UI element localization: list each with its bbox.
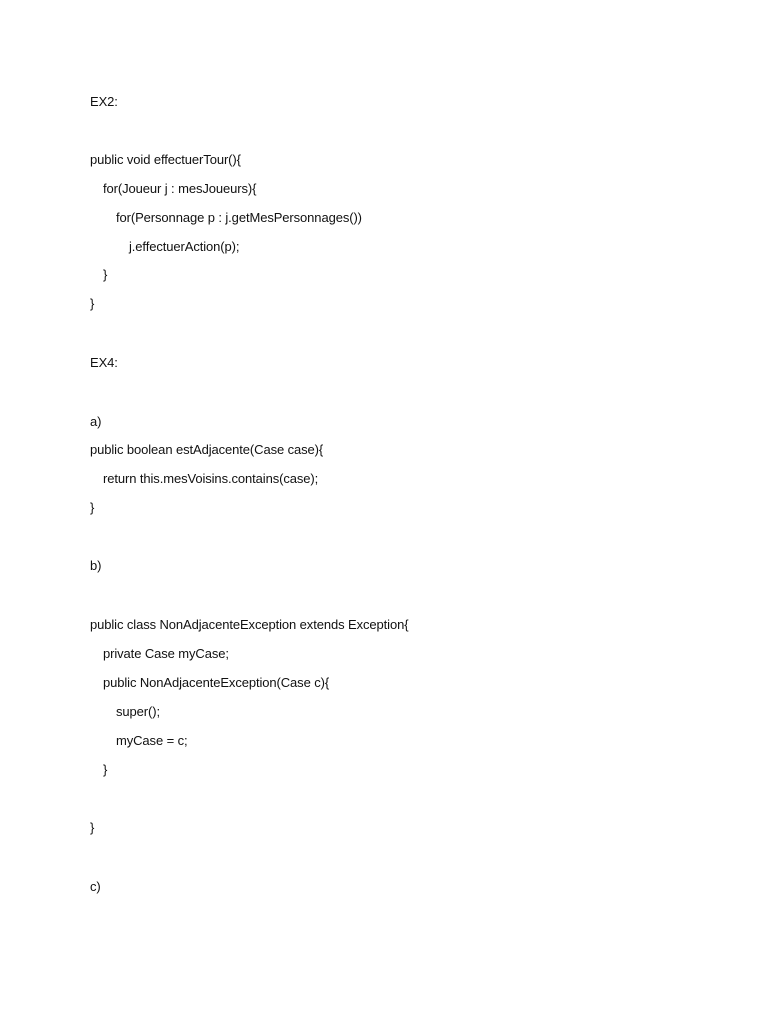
section-label-b: b): [90, 558, 102, 573]
code-line: return this.mesVoisins.contains(case);: [103, 471, 319, 486]
code-line: public class NonAdjacenteException extends Exception{: [90, 617, 409, 632]
code-line: }: [103, 762, 108, 777]
code-line: j.effectuerAction(p);: [129, 239, 240, 254]
code-line: super();: [116, 704, 160, 719]
code-line: for(Personnage p : j.getMesPersonnages()): [116, 210, 362, 225]
section-label-a: a): [90, 414, 102, 429]
code-line: public NonAdjacenteException(Case c){: [103, 675, 330, 690]
section-label-c: c): [90, 879, 101, 894]
code-line: public boolean estAdjacente(Case case){: [90, 442, 324, 457]
code-line: }: [90, 296, 95, 311]
heading-ex2: EX2:: [90, 94, 118, 109]
code-line: myCase = c;: [116, 733, 188, 748]
code-line: }: [90, 500, 95, 515]
code-line: }: [103, 267, 108, 282]
code-line: for(Joueur j : mesJoueurs){: [103, 181, 257, 196]
code-line: private Case myCase;: [103, 646, 229, 661]
code-line: public void effectuerTour(){: [90, 152, 241, 167]
code-line: }: [90, 820, 95, 835]
heading-ex4: EX4:: [90, 355, 118, 370]
